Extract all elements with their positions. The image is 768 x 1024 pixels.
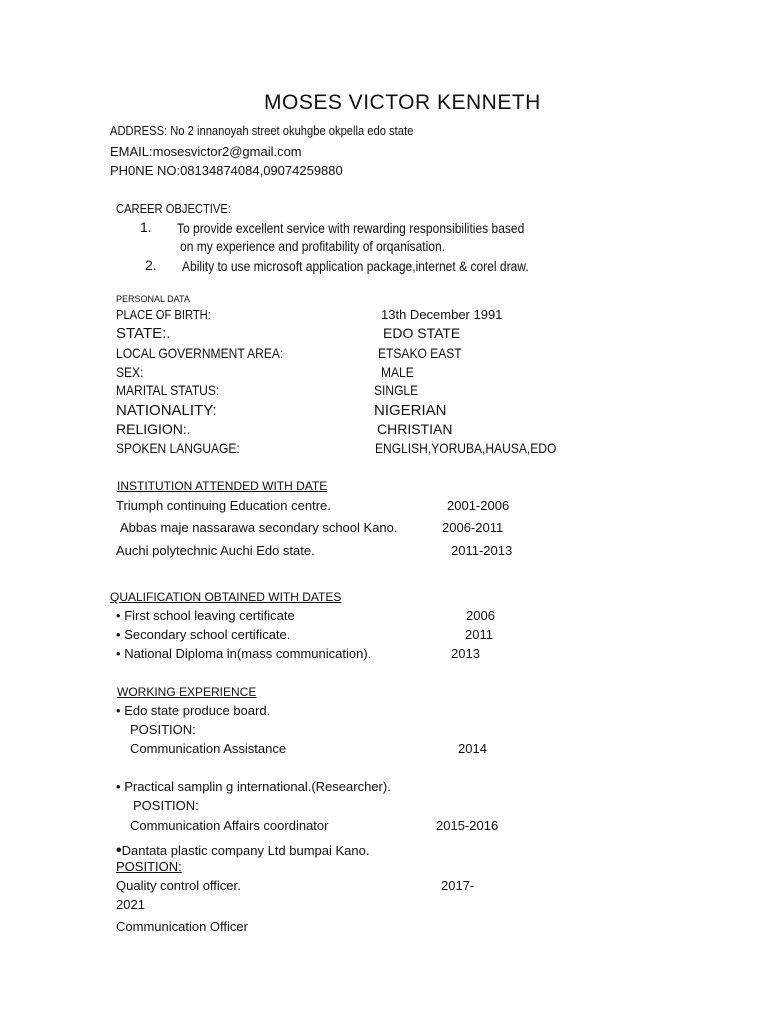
career-item-number: 2. [145, 257, 157, 273]
list-item [116, 647, 371, 660]
company-name: Practical samplin g international.(Researcher). [124, 779, 391, 794]
bullet-icon: • [116, 703, 121, 718]
institution-name: Auchi polytechnic Auchi Edo state. [116, 543, 315, 558]
personal-value: SINGLE [374, 382, 419, 398]
personal-label: MARITAL STATUS: [116, 382, 220, 398]
institution-name: Triumph continuing Education centre. [116, 498, 331, 513]
personal-data-heading: PERSONAL DATA [116, 294, 190, 304]
institution-name: Abbas maje nassarawa secondary school Kano. [120, 520, 398, 535]
list-item [116, 628, 290, 641]
job-date: 2015-2016 [436, 818, 499, 833]
personal-label: NATIONALITY: [116, 402, 217, 419]
qualification-name: National Diploma in(mass communication). [124, 646, 372, 661]
career-heading: CAREER OBJECTIVE: [116, 201, 231, 216]
job-role: Quality control officer. [116, 878, 241, 893]
personal-label: STATE:. [116, 325, 171, 342]
institution-date: 2011-2013 [451, 543, 513, 558]
bullet-icon: • [116, 779, 121, 794]
career-item-text-cont: on my experience and profitability of orqanisation. [180, 238, 446, 254]
career-item-number: 1. [140, 219, 152, 235]
bullet-icon: • [116, 627, 121, 642]
institution-date: 2001-2006 [447, 498, 510, 513]
bullet-icon: • [116, 646, 121, 661]
qualification-year: 2011 [465, 627, 493, 642]
position-label: POSITION: [133, 798, 199, 813]
company-name: Edo state produce board. [124, 703, 271, 718]
position-label: POSITION: [116, 859, 182, 874]
job-date: 2014 [458, 741, 487, 756]
job-company [116, 704, 270, 717]
job-date-continued: 2021 [116, 897, 145, 912]
personal-value: ENGLISH,YORUBA,HAUSA,EDO [375, 440, 557, 456]
company-name: Dantata plastic company Ltd bumpai Kano. [121, 843, 370, 858]
job-company [116, 843, 369, 859]
bullet-icon: • [116, 842, 122, 859]
personal-label: PLACE OF BIRTH: [116, 307, 211, 322]
career-item-text: Ability to use microsoft application package,internet & corel draw. [182, 258, 529, 274]
address-value: No 2 innanoyah street okuhgbe okpella edo state [167, 123, 414, 138]
resume-name: MOSES VICTOR KENNETH [264, 91, 541, 114]
personal-label: SEX: [116, 364, 144, 380]
personal-value: 13th December 1991 [381, 307, 503, 322]
email-line: EMAIL:mosesvictor2@gmail.com [110, 144, 302, 159]
institution-date: 2006-2011 [442, 520, 504, 535]
personal-label: LOCAL GOVERNMENT AREA: [116, 345, 284, 361]
position-label: POSITION: [130, 722, 196, 737]
qualifications-heading: QUALIFICATION OBTAINED WITH DATES [110, 590, 342, 604]
experience-heading: WORKING EXPERIENCE [117, 685, 257, 699]
personal-value: MALE [381, 364, 414, 380]
personal-value: CHRISTIAN [377, 421, 453, 437]
job-role: Communication Assistance [130, 741, 287, 756]
qualification-year: 2013 [451, 646, 480, 661]
job-company [116, 780, 391, 793]
personal-value: EDO STATE [383, 325, 461, 341]
qualification-name: First school leaving certificate [124, 608, 295, 623]
job-date: 2017- [441, 878, 475, 893]
bullet-icon: • [116, 608, 121, 623]
address-line [110, 124, 413, 137]
institutions-heading: INSTITUTION ATTENDED WITH DATE [117, 479, 328, 493]
job-role: Communication Affairs coordinator [130, 818, 329, 833]
qualification-year: 2006 [466, 608, 495, 623]
personal-value: NIGERIAN [374, 402, 447, 419]
personal-label: RELIGION:. [116, 421, 191, 437]
job-extra-role: Communication Officer [116, 919, 248, 934]
career-item-text: To provide excellent service with rewarding responsibilities based [177, 220, 525, 236]
address-label: ADDRESS: [110, 123, 168, 138]
phone-line: PH0NE NO:08134874084,09074259880 [110, 163, 343, 178]
personal-label: SPOKEN LANGUAGE: [116, 440, 240, 456]
qualification-name: Secondary school certificate. [124, 627, 291, 642]
list-item [116, 609, 295, 622]
personal-value: ETSAKO EAST [378, 345, 462, 361]
